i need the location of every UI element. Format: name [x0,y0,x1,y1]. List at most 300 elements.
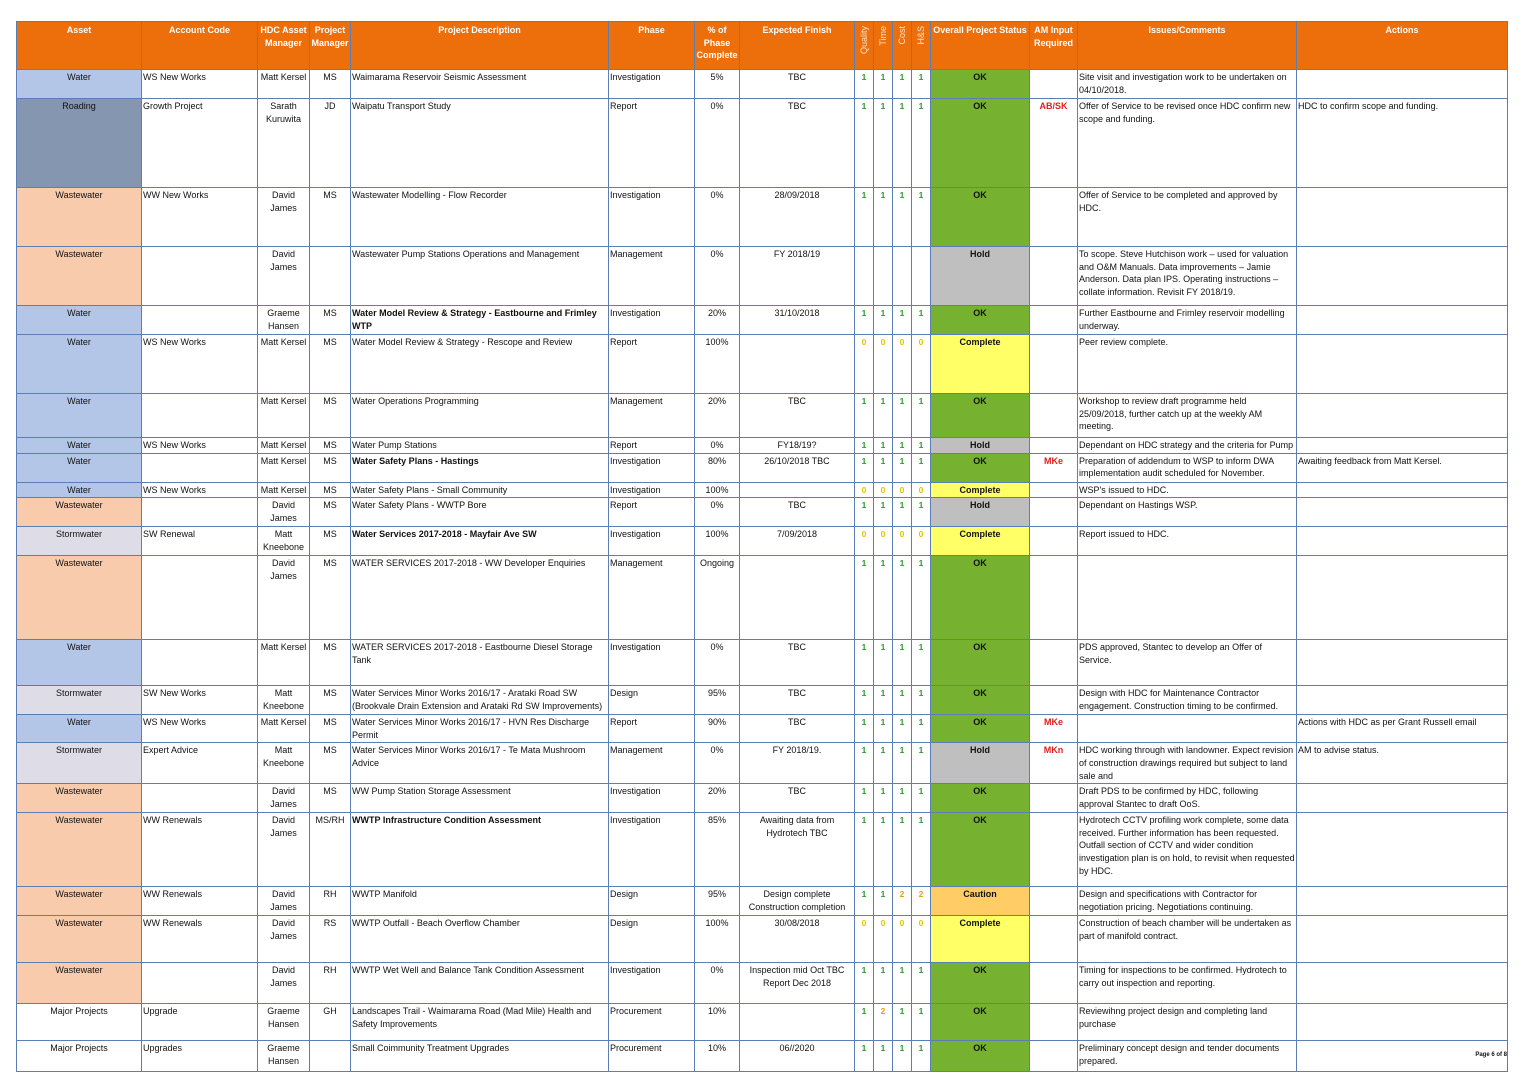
am-input-cell: MKn [1030,743,1078,784]
description-cell: Water Services Minor Works 2016/17 - Arataki Road SW (Brookvale Drain Extension and Arataki Rd SW Improvements) [351,686,609,715]
status-badge: Hold [931,438,1030,454]
asset-manager-cell: Sarath Kuruwita [258,99,310,188]
project-manager-cell: MS [310,527,351,556]
description-cell: Water Model Review & Strategy - Eastbourne and Frimley WTP [351,306,609,335]
hs-score: 1 [912,438,931,454]
expected-finish-cell [740,1004,855,1041]
actions-cell [1297,916,1508,963]
pct-complete-cell: 5% [695,70,740,99]
hs-score: 1 [912,963,931,1004]
am-input-cell [1030,498,1078,527]
asset-cell: Water [17,482,142,498]
phase-cell: Investigation [609,482,695,498]
account-code-cell [142,640,258,686]
expected-finish-cell: FY18/19? [740,438,855,454]
table-row [17,784,1508,813]
hs-score: 1 [912,1041,931,1072]
asset-cell: Wastewater [17,916,142,963]
account-code-cell: WW New Works [142,188,258,247]
table-row [17,1004,1508,1041]
am-input-cell [1030,556,1078,640]
cost-score: 1 [893,784,912,813]
account-code-cell [142,306,258,335]
description-cell: Water Services Minor Works 2016/17 - HVN Res Discharge Permit [351,715,609,743]
expected-finish-cell: 26/10/2018 TBC [740,453,855,482]
table-row [17,99,1508,188]
pct-complete-cell: 0% [695,743,740,784]
expected-finish-cell: 06//2020 [740,1041,855,1072]
cost-score: 0 [893,482,912,498]
account-code-cell: WS New Works [142,70,258,99]
asset-cell: Roading [17,99,142,188]
quality-score: 1 [855,784,874,813]
pct-complete-cell: 20% [695,784,740,813]
account-code-cell: WW Renewals [142,813,258,887]
account-code-cell [142,963,258,1004]
cost-score [893,247,912,306]
status-badge: Hold [931,743,1030,784]
hs-score: 1 [912,394,931,438]
table-row [17,640,1508,686]
phase-cell: Management [609,743,695,784]
pct-complete-cell: 80% [695,453,740,482]
issues-cell: Offer of Service to be revised once HDC confirm new scope and funding. [1078,99,1297,188]
table-row [17,498,1508,527]
issues-cell: Construction of beach chamber will be undertaken as part of manifold contract. [1078,916,1297,963]
description-cell: Water Services 2017-2018 - Mayfair Ave SW [351,527,609,556]
table-row [17,916,1508,963]
asset-manager-cell: David James [258,813,310,887]
project-manager-cell: MS [310,335,351,394]
status-badge: OK [931,784,1030,813]
expected-finish-cell: FY 2018/19 [740,247,855,306]
expected-finish-cell: FY 2018/19. [740,743,855,784]
quality-score: 1 [855,438,874,454]
cost-score: 1 [893,1041,912,1072]
project-manager-cell: MS [310,686,351,715]
pct-complete-cell: 20% [695,394,740,438]
quality-score: 1 [855,498,874,527]
actions-cell [1297,335,1508,394]
phase-cell: Investigation [609,784,695,813]
actions-cell [1297,438,1508,454]
col-phase-header: Phase [609,22,695,70]
asset-cell: Stormwater [17,527,142,556]
account-code-cell: Upgrade [142,1004,258,1041]
asset-manager-cell: David James [258,916,310,963]
pct-complete-cell: 0% [695,498,740,527]
hs-score: 1 [912,1004,931,1041]
actions-cell [1297,887,1508,916]
expected-finish-cell: TBC [740,784,855,813]
col-actions-header: Actions [1297,22,1508,70]
account-code-cell [142,394,258,438]
description-cell: WATER SERVICES 2017-2018 - WW Developer Enquiries [351,556,609,640]
issues-cell: Preliminary concept design and tender documents prepared. [1078,1041,1297,1072]
expected-finish-cell: Awaiting data from Hydrotech TBC [740,813,855,887]
project-status-table [16,21,1508,1072]
phase-cell: Report [609,715,695,743]
project-manager-cell: MS [310,306,351,335]
status-badge: Complete [931,527,1030,556]
asset-cell: Water [17,640,142,686]
status-badge: OK [931,188,1030,247]
hs-score: 1 [912,813,931,887]
phase-cell: Procurement [609,1041,695,1072]
am-input-cell [1030,70,1078,99]
account-code-cell: WS New Works [142,335,258,394]
asset-manager-cell: Matt Kersel [258,394,310,438]
status-badge: OK [931,453,1030,482]
cost-score: 1 [893,438,912,454]
col-time-header: Time [874,22,893,70]
description-cell: WWTP Wet Well and Balance Tank Condition Assessment [351,963,609,1004]
page-footer: Page 6 of 8 [1475,1052,1507,1058]
pct-complete-cell: 85% [695,813,740,887]
expected-finish-cell: 7/09/2018 [740,527,855,556]
pct-complete-cell: Ongoing [695,556,740,640]
am-input-cell [1030,686,1078,715]
time-score [874,247,893,306]
asset-manager-cell: Matt Kersel [258,640,310,686]
actions-cell: Actions with HDC as per Grant Russell email [1297,715,1508,743]
hs-score: 1 [912,498,931,527]
time-score: 0 [874,335,893,394]
pct-complete-cell: 100% [695,527,740,556]
status-badge: OK [931,715,1030,743]
phase-cell: Procurement [609,1004,695,1041]
status-badge: Complete [931,335,1030,394]
asset-cell: Wastewater [17,247,142,306]
table-row [17,963,1508,1004]
description-cell: WW Pump Station Storage Assessment [351,784,609,813]
expected-finish-cell: TBC [740,99,855,188]
col-asset-manager-header: HDC Asset Manager [258,22,310,70]
am-input-cell [1030,438,1078,454]
project-manager-cell: MS [310,743,351,784]
col-account-code-header: Account Code [142,22,258,70]
am-input-cell [1030,527,1078,556]
phase-cell: Report [609,99,695,188]
pct-complete-cell: 10% [695,1004,740,1041]
actions-cell [1297,1004,1508,1041]
am-input-cell: MKe [1030,453,1078,482]
cost-score: 0 [893,527,912,556]
issues-cell: Timing for inspections to be confirmed. Hydrotech to carry out inspection and reporting. [1078,963,1297,1004]
asset-manager-cell: Graeme Hansen [258,1041,310,1072]
status-badge: OK [931,394,1030,438]
description-cell: WWTP Outfall - Beach Overflow Chamber [351,916,609,963]
status-badge: OK [931,306,1030,335]
quality-score: 1 [855,188,874,247]
status-badge: Complete [931,482,1030,498]
account-code-cell [142,247,258,306]
issues-cell: Offer of Service to be completed and approved by HDC. [1078,188,1297,247]
phase-cell: Management [609,247,695,306]
project-manager-cell: MS [310,715,351,743]
col-project-manager-header: Project Manager [310,22,351,70]
table-row [17,394,1508,438]
description-cell: Water Safety Plans - Small Community [351,482,609,498]
project-manager-cell: MS [310,556,351,640]
pct-complete-cell: 90% [695,715,740,743]
time-score: 1 [874,1041,893,1072]
quality-score: 1 [855,70,874,99]
issues-cell: Design and specifications with Contractor for negotiation pricing. Negotiations continuing. [1078,887,1297,916]
account-code-cell: WW Renewals [142,887,258,916]
account-code-cell: Expert Advice [142,743,258,784]
quality-score: 1 [855,1004,874,1041]
time-score: 1 [874,188,893,247]
expected-finish-cell: 30/08/2018 [740,916,855,963]
account-code-cell: Growth Project [142,99,258,188]
description-cell: Small Coimmunity Treatment Upgrades [351,1041,609,1072]
asset-manager-cell: David James [258,784,310,813]
table-row [17,556,1508,640]
pct-complete-cell: 95% [695,686,740,715]
phase-cell: Report [609,438,695,454]
issues-cell: Hydrotech CCTV profiling work complete, some data received. Further information has been requested. Outfall section of CCTV and wider condition investigation plan is on hold, to revisit when requested by HDC. [1078,813,1297,887]
actions-cell [1297,556,1508,640]
hs-score: 1 [912,556,931,640]
phase-cell: Management [609,556,695,640]
expected-finish-cell: TBC [740,498,855,527]
time-score: 1 [874,99,893,188]
description-cell: Water Pump Stations [351,438,609,454]
account-code-cell [142,498,258,527]
actions-cell [1297,306,1508,335]
time-score: 1 [874,784,893,813]
time-score: 1 [874,813,893,887]
status-badge: OK [931,556,1030,640]
table-row [17,482,1508,498]
description-cell: Water Safety Plans - Hastings [351,453,609,482]
asset-manager-cell: Matt Kneebone [258,686,310,715]
project-manager-cell: MS [310,482,351,498]
status-badge: Hold [931,498,1030,527]
asset-manager-cell: Matt Kersel [258,482,310,498]
asset-cell: Wastewater [17,556,142,640]
hs-score: 1 [912,188,931,247]
table-row [17,1041,1508,1072]
asset-cell: Water [17,335,142,394]
phase-cell: Investigation [609,640,695,686]
col-description-header: Project Description [351,22,609,70]
col-issues-header: Issues/Comments [1078,22,1297,70]
asset-cell: Wastewater [17,813,142,887]
project-manager-cell: JD [310,99,351,188]
am-input-cell [1030,963,1078,1004]
asset-manager-cell: Matt Kersel [258,70,310,99]
hs-score: 1 [912,743,931,784]
hs-score: 0 [912,335,931,394]
status-badge: OK [931,1041,1030,1072]
actions-cell: Awaiting feedback from Matt Kersel. [1297,453,1508,482]
issues-cell: WSP's issued to HDC. [1078,482,1297,498]
phase-cell: Investigation [609,453,695,482]
asset-cell: Water [17,70,142,99]
quality-score: 1 [855,686,874,715]
cost-score: 1 [893,453,912,482]
am-input-cell [1030,813,1078,887]
expected-finish-cell: TBC [740,70,855,99]
hs-score: 2 [912,887,931,916]
time-score: 0 [874,916,893,963]
project-manager-cell: MS [310,438,351,454]
actions-cell [1297,498,1508,527]
phase-cell: Investigation [609,813,695,887]
quality-score: 1 [855,394,874,438]
am-input-cell [1030,394,1078,438]
actions-cell [1297,686,1508,715]
quality-score [855,247,874,306]
actions-cell [1297,247,1508,306]
pct-complete-cell: 0% [695,188,740,247]
cost-score: 1 [893,306,912,335]
expected-finish-cell [740,482,855,498]
table-row [17,743,1508,784]
description-cell: WWTP Manifold [351,887,609,916]
quality-score: 1 [855,887,874,916]
description-cell: Waimarama Reservoir Seismic Assessment [351,70,609,99]
description-cell: Water Safety Plans - WWTP Bore [351,498,609,527]
asset-cell: Major Projects [17,1041,142,1072]
time-score: 2 [874,1004,893,1041]
account-code-cell: Upgrades [142,1041,258,1072]
time-score: 1 [874,70,893,99]
status-badge: OK [931,640,1030,686]
time-score: 1 [874,743,893,784]
asset-manager-cell: David James [258,498,310,527]
am-input-cell [1030,335,1078,394]
table-body [17,70,1508,1072]
asset-manager-cell: David James [258,887,310,916]
issues-cell [1078,556,1297,640]
time-score: 1 [874,438,893,454]
time-score: 1 [874,498,893,527]
cost-score: 1 [893,498,912,527]
actions-cell [1297,784,1508,813]
am-input-cell [1030,887,1078,916]
expected-finish-cell [740,335,855,394]
actions-cell [1297,640,1508,686]
description-cell: Water Model Review & Strategy - Rescope and Review [351,335,609,394]
status-badge: Hold [931,247,1030,306]
status-badge: OK [931,686,1030,715]
col-am-input-header: AM Input Required [1030,22,1078,70]
asset-manager-cell: David James [258,188,310,247]
pct-complete-cell: 0% [695,247,740,306]
issues-cell: HDC working through with landowner. Expect revision of construction drawings required but subject to land sale and [1078,743,1297,784]
table-row [17,335,1508,394]
cost-score: 1 [893,686,912,715]
status-badge: Complete [931,916,1030,963]
actions-cell [1297,963,1508,1004]
asset-cell: Wastewater [17,498,142,527]
asset-cell: Major Projects [17,1004,142,1041]
actions-cell [1297,394,1508,438]
account-code-cell: WS New Works [142,715,258,743]
cost-score: 2 [893,887,912,916]
time-score: 1 [874,556,893,640]
asset-cell: Stormwater [17,686,142,715]
issues-cell: To scope. Steve Hutchison work – used for valuation and O&M Manuals. Data improvements – Jamie Anderson. Data plan IPS. Operating instructions – collate information. Revisit FY 2018/19. [1078,247,1297,306]
hs-score: 1 [912,70,931,99]
phase-cell: Report [609,335,695,394]
actions-cell [1297,482,1508,498]
description-cell: Wastewater Modelling - Flow Recorder [351,188,609,247]
am-input-cell: MKe [1030,715,1078,743]
hs-score [912,247,931,306]
project-manager-cell: MS [310,394,351,438]
pct-complete-cell: 100% [695,916,740,963]
col-quality-header: Quality [855,22,874,70]
time-score: 1 [874,715,893,743]
asset-manager-cell: Graeme Hansen [258,1004,310,1041]
expected-finish-cell: 28/09/2018 [740,188,855,247]
table-row [17,686,1508,715]
description-cell: Landscapes Trail - Waimarama Road (Mad Mile) Health and Safety Improvements [351,1004,609,1041]
issues-cell [1078,715,1297,743]
issues-cell: PDS approved, Stantec to develop an Offer of Service. [1078,640,1297,686]
description-cell: Water Operations Programming [351,394,609,438]
hs-score: 1 [912,784,931,813]
table-row [17,887,1508,916]
account-code-cell: SW Renewal [142,527,258,556]
issues-cell: Dependant on HDC strategy and the criteria for Pump [1078,438,1297,454]
project-manager-cell: MS [310,498,351,527]
issues-cell: Further Eastbourne and Frimley reservoir modelling underway. [1078,306,1297,335]
cost-score: 1 [893,556,912,640]
issues-cell: Peer review complete. [1078,335,1297,394]
hs-score: 0 [912,527,931,556]
pct-complete-cell: 100% [695,482,740,498]
am-input-cell [1030,916,1078,963]
expected-finish-cell: TBC [740,686,855,715]
issues-cell: Site visit and investigation work to be undertaken on 04/10/2018. [1078,70,1297,99]
asset-manager-cell: Matt Kneebone [258,527,310,556]
project-manager-cell [310,247,351,306]
account-code-cell [142,453,258,482]
actions-cell: AM to advise status. [1297,743,1508,784]
asset-manager-cell: Matt Kersel [258,715,310,743]
am-input-cell [1030,1004,1078,1041]
asset-manager-cell: David James [258,963,310,1004]
cost-score: 1 [893,188,912,247]
quality-score: 0 [855,527,874,556]
hs-score: 1 [912,640,931,686]
asset-cell: Wastewater [17,188,142,247]
phase-cell: Design [609,686,695,715]
hs-score: 1 [912,686,931,715]
time-score: 1 [874,453,893,482]
cost-score: 1 [893,640,912,686]
cost-score: 1 [893,70,912,99]
cost-score: 1 [893,99,912,188]
phase-cell: Management [609,394,695,438]
quality-score: 1 [855,743,874,784]
am-input-cell [1030,188,1078,247]
time-score: 1 [874,306,893,335]
asset-cell: Water [17,453,142,482]
project-manager-cell: MS/RH [310,813,351,887]
pct-complete-cell: 20% [695,306,740,335]
time-score: 1 [874,686,893,715]
table-row [17,813,1508,887]
quality-score: 1 [855,556,874,640]
asset-manager-cell: Matt Kersel [258,335,310,394]
cost-score: 0 [893,916,912,963]
